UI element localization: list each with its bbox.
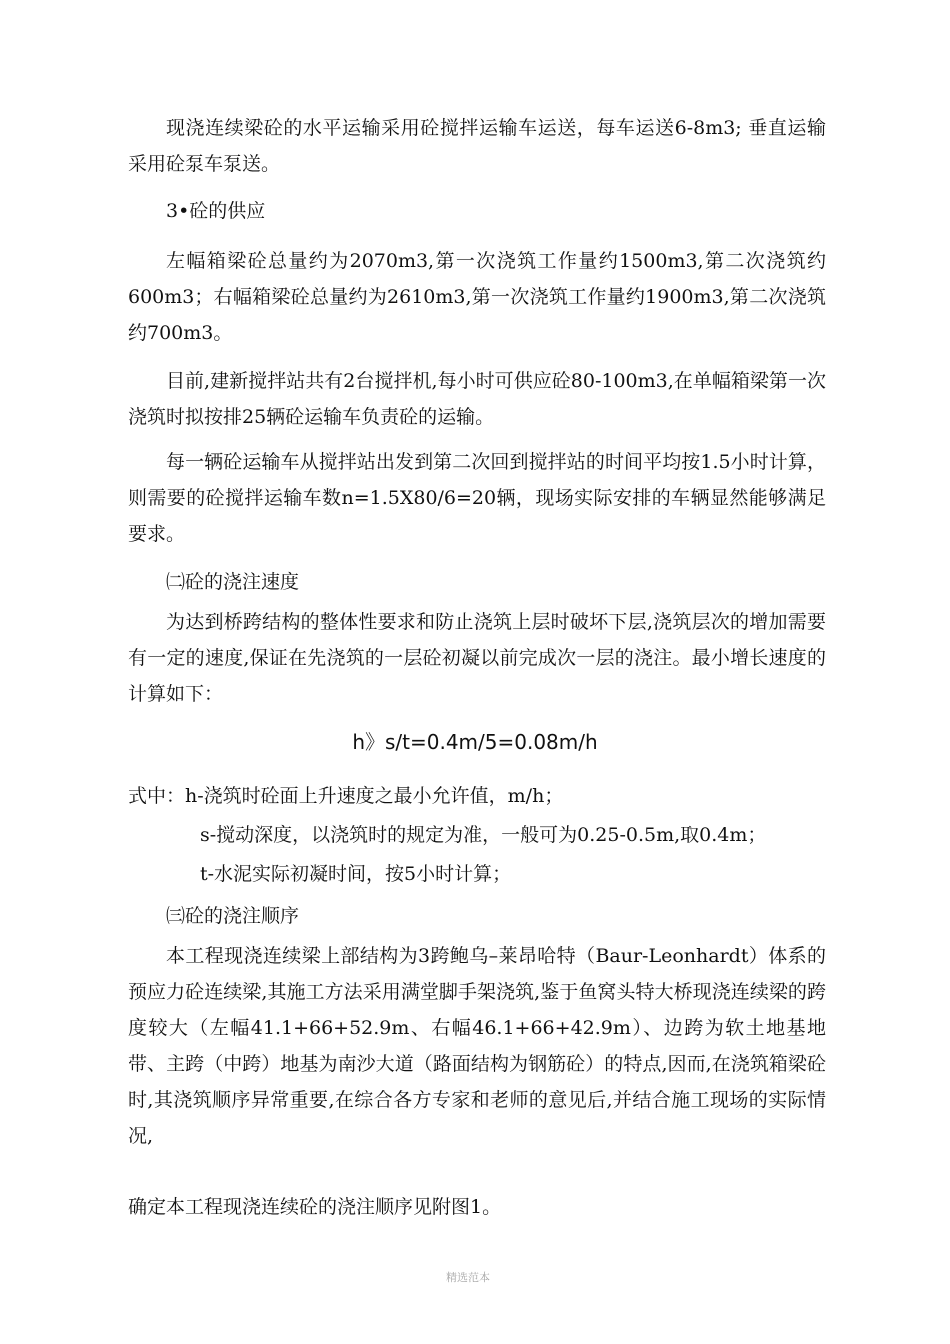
paragraph-variable-h: 式中：h-浇筑时砼面上升速度之最小允许值，m/h； (128, 785, 564, 807)
paragraph-horizontal-transport: 现浇连续梁砼的水平运输采用砼搅拌运输车运送，每车运送6-8m3; 垂直运输采用砼泵车泵送。 (128, 117, 826, 175)
heading-concrete-supply: 3•砼的供应 (166, 200, 266, 222)
paragraph-structure-description: 本工程现浇连续梁上部结构为3跨鲍乌–莱昂哈特（Baur-Leonhardt）体系的预应力砼连续梁,其施工方法采用满堂脚手架浇筑,鉴于鱼窝头特大桥现浇连续梁的跨度较大（左幅41.1+66+52.9m、右幅46.1+66+42.9m）、边跨为软土地基地带、主跨（中跨）地基为南沙大道（路面结构为钢筋砼）的特点,因而,在浇筑箱梁砼时,其浇筑顺序异常重要,在综合各方专家和老师的意见后,并结合施工现场的实际情况, (128, 945, 826, 1147)
footer-watermark: 精选范本 (446, 1271, 490, 1284)
paragraph-concrete-volume: 左幅箱梁砼总量约为2070m3,第一次浇筑工作量约1500m3,第二次浇筑约600m3；右幅箱梁砼总量约为2610m3,第一次浇筑工作量约1900m3,第二次浇筑约700m3。 (128, 250, 826, 344)
formula-min-speed: h》s/t=0.4m/5=0.08m/h (352, 730, 598, 754)
heading-pouring-speed: ㈡砼的浇注速度 (166, 571, 300, 593)
paragraph-sequence-conclusion: 确定本工程现浇连续砼的浇注顺序见附图1。 (128, 1196, 502, 1218)
paragraph-truck-calculation: 每一辆砼运输车从搅拌站出发到第二次回到搅拌站的时间平均按1.5小时计算，则需要的砼搅拌运输车数n=1.5X80/6=20辆，现场实际安排的车辆显然能够满足要求。 (128, 451, 826, 545)
paragraph-speed-requirement: 为达到桥跨结构的整体性要求和防止浇筑上层时破坏下层,浇筑层次的增加需要有一定的速度,保证在先浇筑的一层砼初凝以前完成次一层的浇注。最小增长速度的计算如下： (128, 611, 826, 705)
heading-pouring-sequence: ㈢砼的浇注顺序 (166, 905, 300, 927)
paragraph-variable-s: s-搅动深度，以浇筑时的规定为准，一般可为0.25-0.5m,取0.4m； (200, 824, 767, 846)
paragraph-variable-t: t-水泥实际初凝时间，按5小时计算； (200, 863, 512, 885)
paragraph-mixing-station: 目前,建新搅拌站共有2台搅拌机,每小时可供应砼80-100m3,在单幅箱梁第一次浇筑时拟按排25辆砼运输车负责砼的运输。 (128, 370, 826, 428)
